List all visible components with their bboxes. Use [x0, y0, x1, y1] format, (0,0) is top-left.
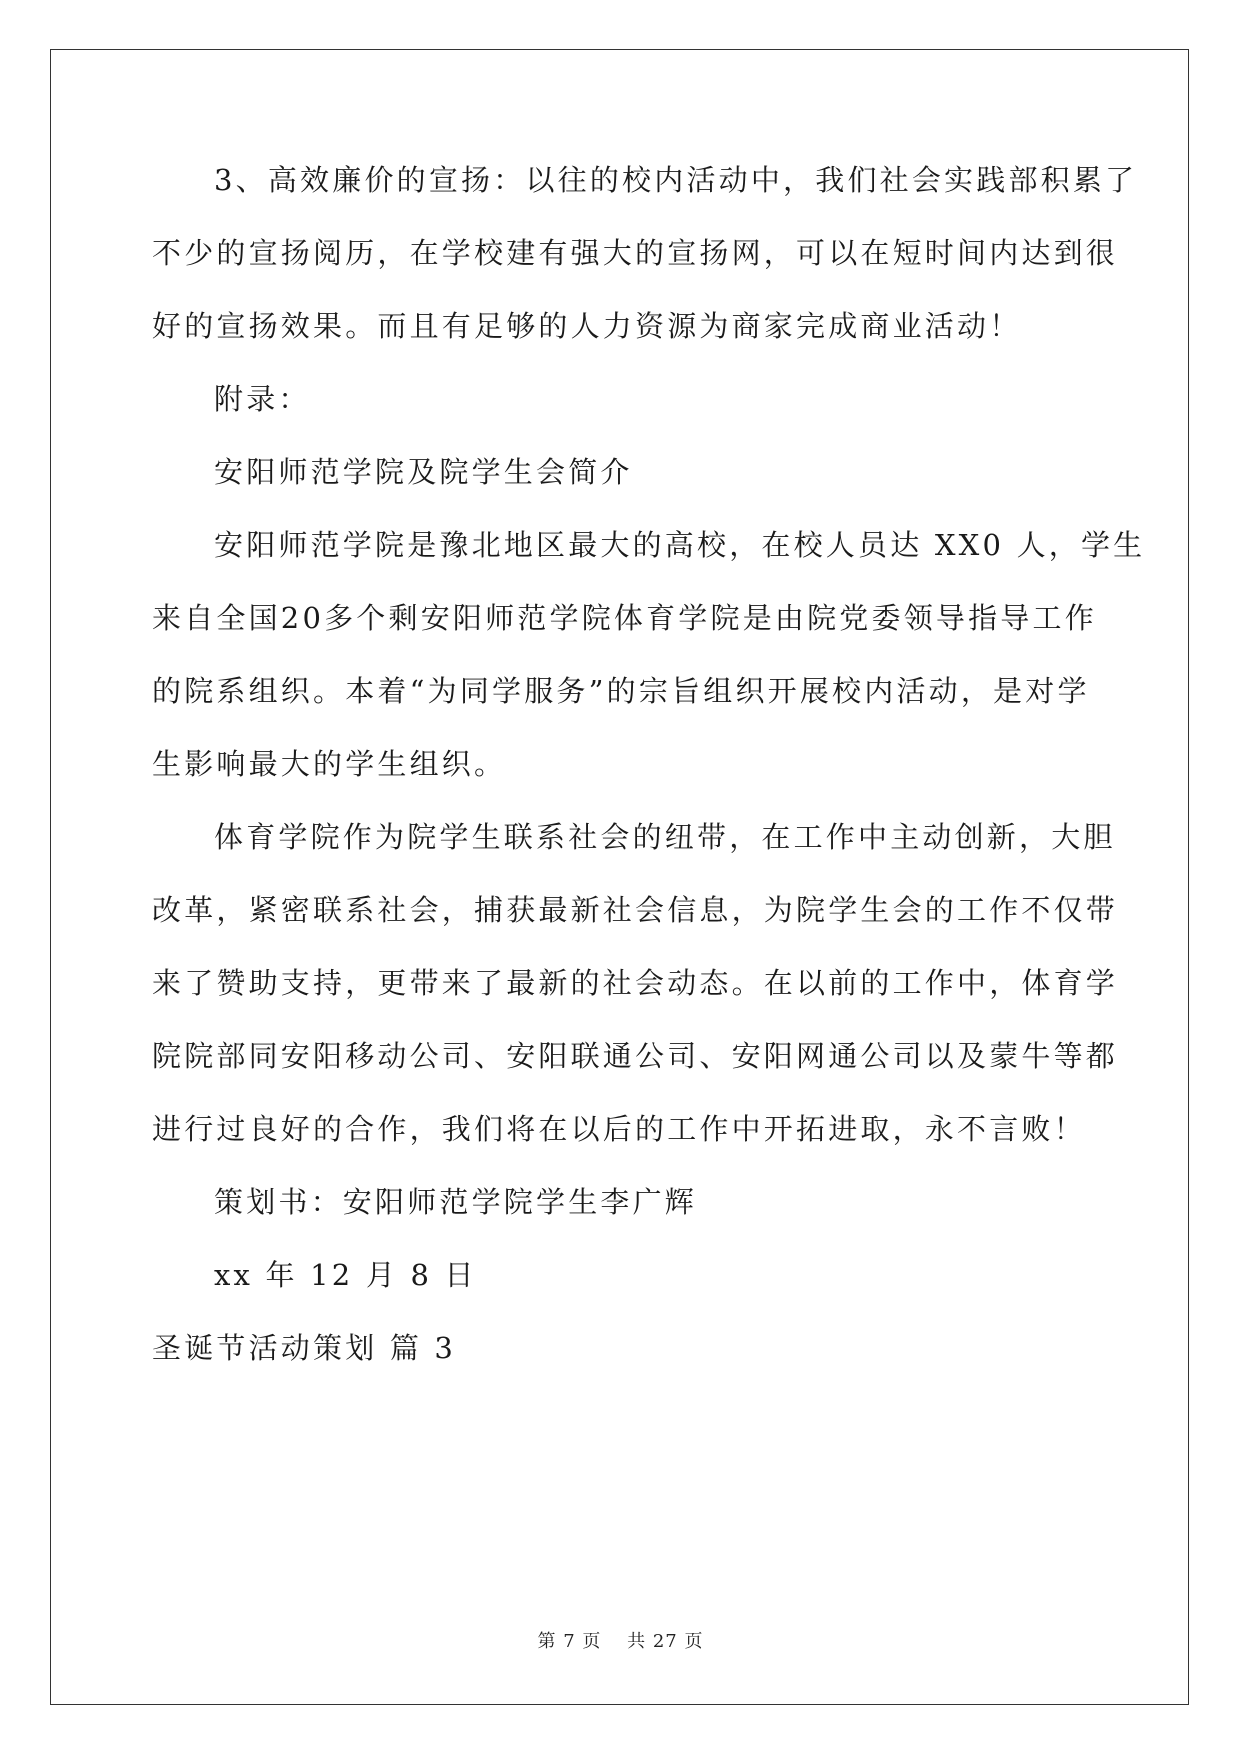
paragraph-line: 生影响最大的学生组织。	[152, 747, 507, 781]
page-border	[50, 49, 1189, 1705]
section-heading: 圣诞节活动策划 篇 3	[152, 1331, 457, 1365]
paragraph-line: 来了赞助支持，更带来了最新的社会动态。在以前的工作中，体育学	[152, 966, 1119, 1000]
paragraph-line: 体育学院作为院学生联系社会的纽带，在工作中主动创新，大胆	[214, 820, 1116, 854]
paragraph-line: 院院部同安阳移动公司、安阳联通公司、安阳网通公司以及蒙牛等都	[152, 1039, 1119, 1073]
paragraph-line: 安阳师范学院是豫北地区最大的高校，在校人员达 XX0 人，学生	[214, 528, 1146, 562]
paragraph-line: 的院系组织。本着“为同学服务”的宗旨组织开展校内活动，是对学	[152, 674, 1090, 708]
date-line: xx 年 12 月 8 日	[214, 1258, 477, 1292]
paragraph-line: 进行过良好的合作，我们将在以后的工作中开拓进取，永不言败！	[152, 1112, 1086, 1146]
appendix-label: 附录：	[214, 382, 311, 416]
signature-line: 策划书：安阳师范学院学生李广辉	[214, 1185, 698, 1219]
page-number-footer: 第 7 页 共 27 页	[537, 1631, 704, 1652]
paragraph-line: 好的宣扬效果。而且有足够的人力资源为商家完成商业活动！	[152, 309, 1022, 343]
paragraph-line: 改革，紧密联系社会，捕获最新社会信息，为院学生会的工作不仅带	[152, 893, 1119, 927]
paragraph-line: 3、高效廉价的宣扬：以往的校内活动中，我们社会实践部积累了	[214, 163, 1138, 197]
paragraph-line: 不少的宣扬阅历，在学校建有强大的宣扬网，可以在短时间内达到很	[152, 236, 1119, 270]
paragraph-line: 来自全国20多个剩安阳师范学院体育学院是由院党委领导指导工作	[152, 601, 1097, 635]
section-title: 安阳师范学院及院学生会简介	[214, 455, 633, 489]
